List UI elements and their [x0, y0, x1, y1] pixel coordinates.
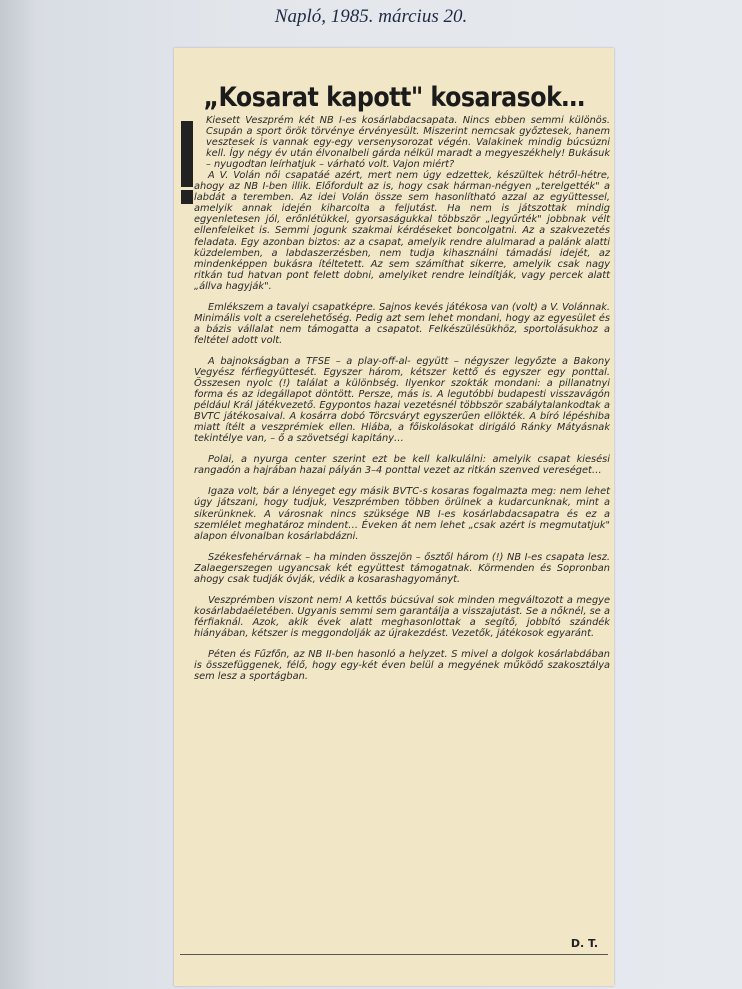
article-paragraph: Polai, a nyurga center szerint ezt be kell kalkulálni: amelyik csapat kiesési rangadón a hajrában hazai pályán 3–4 ponttal vezet az ritkán szenved vereséget… — [194, 454, 610, 477]
decorative-bar-small — [181, 190, 193, 204]
decorative-bar — [181, 121, 193, 187]
book-spine — [0, 0, 38, 989]
author-signature: D. T. — [570, 937, 598, 950]
article-paragraph: A bajnokságban a TFSE – a play-off-al- együtt – négyszer legyőzte a Bakony Vegyész férfiegyüttesét. Egyszer három, kétszer kettő és egyszer egy ponttal. Összesen nyolc (!) találat a különbség. Ilyenkor szokták mondani: a pillanatnyi forma és az idegállapot döntött. Persze, más is. A legutóbbi budapesti visszavágón például Král játékvezető. Egypontos hazai vezetésnél többször szabálytalankodtak a BVTC játékosaival. A kosárra dobó Törcsváryt egyszerűen ellökték. A bíró lépéshiba miatt ítélt a veszprémiek ellen. Hiába, a főiskolásokat dirigáló Ránky Mátyásnak tekintélye van, – ő a szövetségi kapitány… — [194, 355, 610, 445]
article-paragraph: Emlékszem a tavalyi csapatképre. Sajnos kevés játékosa van (volt) a V. Volánnak. Minimális volt a cserelehetőség. Pedig azt sem lehet mondani, hogy az egyesület és a bázis vállalat nem támogatta a csapatot. Felkészülésükhöz, sportolásukhoz a feltétel adott volt. — [194, 301, 610, 346]
article-title: „Kosarat kapott" kosarasok… — [203, 82, 585, 113]
article-paragraph: Székesfehérvárnak – ha minden összejön – ősztől három (!) NB I-es csapata lesz. Zalaegerszegen ugyancsak két együttest támogatnak. Körmenden és Sopronban ahogy csak tudják óvják, védik a kosarashagyományt. — [194, 551, 610, 585]
article-paragraph: Péten és Fűzfőn, az NB II-ben hasonló a helyzet. S mivel a dolgok kosárlabdában is összefüggenek, félő, hogy egy-két éven belül a megyének működő szakosztálya sem lesz a sportágban. — [194, 648, 610, 683]
article-paragraph: Igaza volt, bár a lényeget egy másik BVTC-s kosaras fogalmazta meg: nem lehet úgy játszani, hogy tudjuk, Veszprémben többen örülnek a kudarcunknak, mint a sikerünknek. A városnak nincs szüksége NB I-es kosárlabdacsapatra és ez a szemlélet meghatároz mindent… Éveken át nem lehet „csak azért is megmutatjuk" alapon élvonalban kosárlabdázni. — [194, 486, 610, 542]
article-body — [194, 115, 610, 692]
article-paragraph: Veszprémben viszont nem! A kettős búcsúval sok minden megváltozott a megye kosárlabdaéletében. Ugyanis semmi sem garantálja a visszajutást. Se a nőknél, se a férfiaknál. Azok, akik évek alatt meghasonlottak a segítő, jobbító szándék hiányában, kétszer is meggondolják az újrakezdést. Vezetők, játékosok egyaránt. — [194, 594, 610, 639]
article-paragraph: Kiesett Veszprém két NB I-es kosárlabdacsapata. Nincs ebben semmi különös. Csupán a sport örök törvénye érvényesült. Miszerint nemcsak győztesek, hanem vesztesek is vannak egy-egy versenysorozat végén. Valakinek mindig búcsúzni kell. Így négy év után élvonalbeli gárda nélkül maradt a megyeszékhely! Bukásuk – nyugodtan leírhatjuk – várható volt. Vajon miért? — [206, 115, 610, 171]
newspaper-clipping — [174, 48, 614, 986]
page-header: Napló, 1985. március 20. — [274, 6, 468, 27]
bottom-rule — [180, 954, 608, 955]
article-paragraph: A V. Volán női csapatáé azért, mert nem úgy edzettek, készültek hétről-hétre, ahogy az NB I-ben illik. Előfordult az is, hogy csak hárman-négyen „terelgették" a labdát a teremben. Az idei Volán össze sem hasonlítható azzal az együttessel, amelyik annak idején kiharcolta a feljutást. Ha nem is játszottak mindig egyenletesen jól, erőnlétükkel, gyorsaságukkal többször „legyűrték" jobbnak vélt ellenfeleiket is. Semmi jogunk szakmai kérdéseket boncolgatni. Az a szakvezetés feladata. Egy azonban biztos: az a csapat, amelyik rendre alulmarad a palánk alatti küzdelemben, a labdaszerzésben, nem tudja kihasználni támadási idejét, az mindenképpen bukásra ítéltetett. Az sem számíthat sikerre, amelyik csak nagy ritkán tud hatvan pont felett dobni, amelyiket rendre leindítják, vagy percek alatt „állva hagyják". — [194, 170, 610, 292]
